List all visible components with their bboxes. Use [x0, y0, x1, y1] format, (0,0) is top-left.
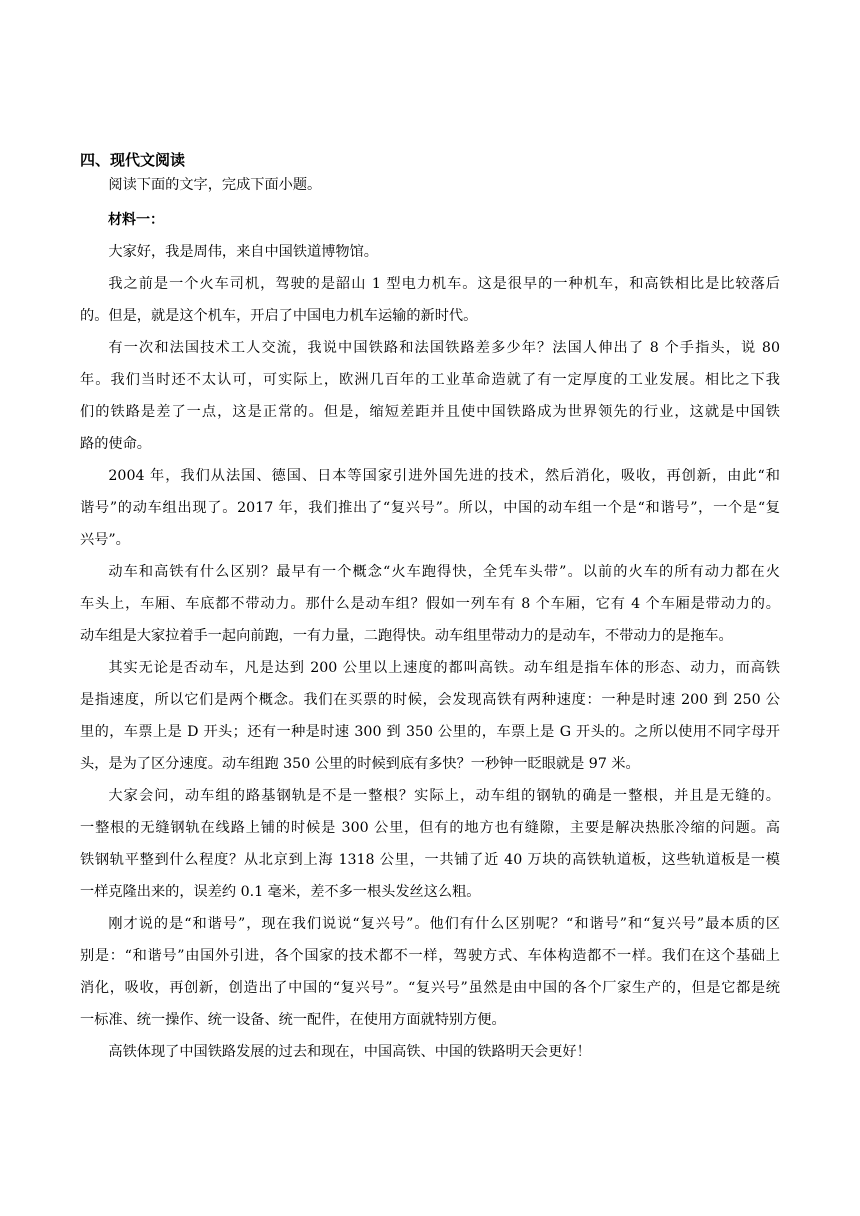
paragraph-line: 一样克隆出来的，误差约 0.1 毫米，差不多一根头发丝这么粗。: [80, 884, 481, 900]
paragraph: [80, 556, 780, 652]
paragraph: [80, 268, 780, 332]
paragraph-line: 年。我们当时还不太认可，可实际上，欧洲几百年的工业革命造就了有一定厚度的工业发展。相比之下我: [80, 372, 780, 388]
paragraph: [80, 332, 780, 460]
paragraph-line: 2004 年，我们从法国、德国、日本等国家引进外国先进的技术，然后消化，吸收，再创新，由此“和: [108, 468, 780, 484]
paragraph-line: 动车组是大家拉着手一起向前跑，一有力量，二跑得快。动车组里带动力的是动车，不带动力的是拖车。: [80, 628, 733, 644]
paragraph-line: 消化，吸收，再创新，创造出了中国的“复兴号”。“复兴号”虽然是由中国的各个厂家生产的，但是它都是统: [80, 980, 780, 996]
paragraph-line: 兴号”。: [80, 532, 130, 548]
paragraph: [80, 780, 780, 908]
paragraph: [80, 908, 780, 1036]
paragraph-line: 的。但是，就是这个机车，开启了中国电力机车运输的新时代。: [80, 308, 478, 324]
paragraph-line: 大家好，我是周伟，来自中国铁道博物馆。: [108, 244, 378, 260]
paragraph-line: 里的，车票上是 D 开头；还有一种是时速 300 到 350 公里的，车票上是 G 开头的。之所以使用不同字母开: [80, 724, 780, 740]
paragraph-line: 铁钢轨平整到什么程度？从北京到上海 1318 公里，一共铺了近 40 万块的高铁轨道板，这些轨道板是一模: [80, 852, 780, 868]
paragraph-line: 别是：“和谐号”由国外引进，各个国家的技术都不一样，驾驶方式、车体构造都不一样。我们在这个基础上: [80, 948, 780, 964]
paragraph-line: 谐号”的动车组出现了。2017 年，我们推出了“复兴号”。所以，中国的动车组一个是“和谐号”，一个是“复: [80, 500, 780, 516]
paragraph-line: 刚才说的是“和谐号”，现在我们说说“复兴号”。他们有什么区别呢？“和谐号”和“复兴号”最本质的区: [108, 916, 780, 932]
paragraph-line: 一标准、统一操作、统一设备、统一配件，在使用方面就特别方便。: [80, 1012, 506, 1028]
section-title: 四、现代文阅读: [80, 151, 186, 169]
paragraph-line: 头，是为了区分速度。动车组跑 350 公里的时候到底有多快？一秒钟一眨眼就是 97 米。: [80, 756, 640, 772]
paragraph-line: 有一次和法国技术工人交流，我说中国铁路和法国铁路差多少年？法国人伸出了 8 个手指头，说 80: [108, 340, 780, 356]
paragraph-line: 其实无论是否动车，凡是达到 200 公里以上速度的都叫高铁。动车组是指车体的形态、动力，而高铁: [108, 660, 780, 676]
paragraph-line: 们的铁路是差了一点，这是正常的。但是，缩短差距并且使中国铁路成为世界领先的行业，这就是中国铁: [80, 404, 780, 420]
paragraph: [80, 652, 780, 780]
paragraph: [80, 236, 780, 268]
paragraph-line: 大家会问，动车组的路基钢轨是不是一整根？实际上，动车组的钢轨的确是一整根，并且是无缝的。: [108, 788, 780, 804]
material-body: [80, 236, 780, 1068]
paragraph-line: 是指速度，所以它们是两个概念。我们在买票的时候，会发现高铁有两种速度：一种是时速 200 到 250 公: [80, 692, 780, 708]
paragraph-line: 我之前是一个火车司机，驾驶的是韶山 1 型电力机车。这是很早的一种机车，和高铁相比是比较落后: [108, 276, 780, 292]
paragraph-line: 动车和高铁有什么区别？最早有一个概念“火车跑得快，全凭车头带”。以前的火车的所有动力都在火: [108, 564, 780, 580]
document-page: [80, 148, 780, 1068]
paragraph-line: 高铁体现了中国铁路发展的过去和现在，中国高铁、中国的铁路明天会更好！: [108, 1044, 591, 1060]
material-label: 材料一：: [108, 212, 164, 228]
paragraph: [80, 1036, 780, 1068]
paragraph-line: 路的使命。: [80, 436, 151, 452]
paragraph-line: 一整根的无缝钢轨在线路上铺的时候是 300 公里，但有的地方也有缝隙，主要是解决热胀冷缩的问题。高: [80, 820, 780, 836]
paragraph-line: 车头上，车厢、车底都不带动力。那什么是动车组？假如一列车有 8 个车厢，它有 4 个车厢是带动力的。: [80, 596, 780, 612]
paragraph: [80, 460, 780, 556]
instruction-text: 阅读下面的文字，完成下面小题。: [108, 177, 322, 193]
